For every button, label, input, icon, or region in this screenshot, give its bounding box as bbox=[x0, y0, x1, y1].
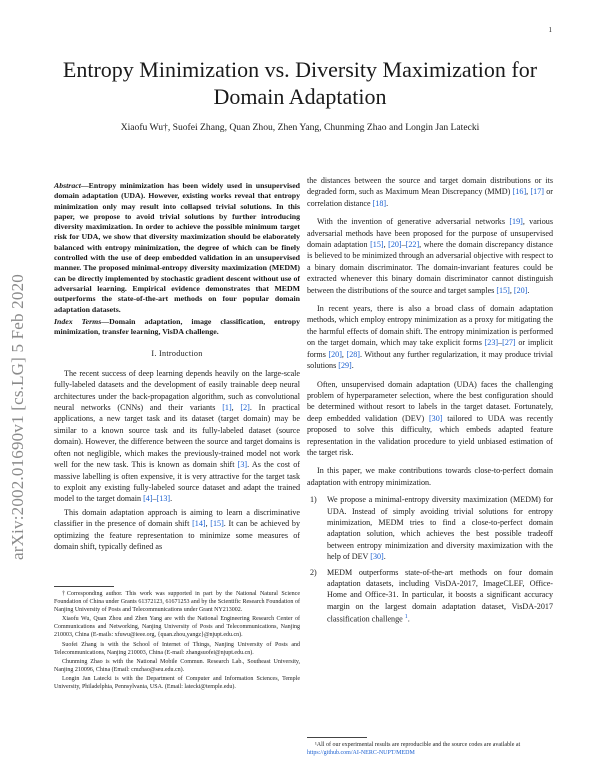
footnote-affiliation: Chunming Zhao is with the National Mobile Commun. Research Lab., Southeast University, Nanjing 210096, China (Email: cmzhao@seu.edu.cn). bbox=[54, 658, 300, 673]
citation[interactable]: [30] bbox=[428, 413, 443, 423]
citation[interactable]: [19] bbox=[509, 217, 523, 227]
citation[interactable]: [17] bbox=[530, 187, 544, 197]
intro-paragraph-2: This domain adaptation approach is aiming to learn a discriminative classifier in the presence of domain shift [14], [15]. It can be achieved by optimizing the feature representation to minimize some measures of domain shift, typically defined as bbox=[54, 507, 301, 551]
source-code-link[interactable]: https://github.com/AI-NERC-NUPT/MEDM bbox=[307, 750, 415, 757]
footnote-rule bbox=[54, 586, 114, 587]
footnote-affiliation: Longin Jan Latecki is with the Department of Computer and Information Sciences, Temple University, Philadelphia, Pennsylvania, USA. (Email: latecki@temple.edu). bbox=[54, 675, 300, 691]
footnotes-left bbox=[54, 590, 300, 692]
citation[interactable]: [20] bbox=[328, 349, 342, 359]
citation[interactable]: [20] bbox=[388, 240, 402, 250]
intro-paragraph-1: The recent success of deep learning depends heavily on the large-scale fully-labeled datasets and the development of easily trainable deep neural architectures under the back-propagation algorithm, such as convolutional neural networks (CNNs) and their variants [1], [2]. In practical applications, a new target task and its dataset (target domain) may be similar to a known source task and its fully-labeled dataset (source domain). However, the difference between the source and target domains is often not negligible, which makes the previously-trained model not work well for the new task. This is known as domain shift [3]. As the cost of massive labelling is often expensive, it is very attractive for the target task to exploit any existing fully-labeled source dataset and adapt the trained model to the target domain [4]–[13]. bbox=[54, 368, 300, 504]
citation[interactable]: [14] bbox=[192, 519, 206, 529]
citation[interactable]: [30] bbox=[370, 552, 384, 562]
contribution-list bbox=[307, 494, 553, 625]
footnote-source-code: ¹All of our experimental results are reproducible and the source codes are available at https://github.com/AI-NERC-NUPT/MEDM bbox=[307, 742, 521, 757]
citation[interactable]: [15] bbox=[210, 519, 224, 529]
section-heading-introduction: I. Introduction bbox=[151, 349, 203, 359]
contribution-item: 2) MEDM outperforms state-of-the-art methods on four domain adaptation datasets, including VisDA-2017, ImageCLEF, Office-Home and Office-31. In particular, it boosts a significant accuracy margin on the largest domain adaptation dataset, VisDA-2017 classification challenge $^1$. bbox=[310, 567, 553, 624]
paper-title: Entropy Minimization vs. Diversity Maximization for Domain Adaptation bbox=[62, 57, 538, 109]
contribution-number: 1) bbox=[310, 495, 317, 505]
contribution-item: 1) We propose a minimal-entropy diversity maximization (MEDM) for UDA. Instead of simply avoiding trivial solutions for entropy minimization, MEDM tries to find a close-to-perfect domain adaptation solution, which achieves the best possible tradeoff between entropy minimization and diversity maximization with the help of DEV [30]. bbox=[310, 495, 553, 562]
citation[interactable]: [28] bbox=[346, 349, 360, 359]
right-column bbox=[307, 175, 553, 629]
footnote-corresponding: †Corresponding author. This work was supported in part by the National Natural Science Foundation of China under Grants 61372123, 61671253 and by the Scientific Research Foundation of Nanjing University of Posts and Telecommunications under Grant NY213002. bbox=[54, 591, 300, 614]
citation[interactable]: [1] bbox=[222, 403, 232, 413]
citation[interactable]: [18] bbox=[372, 198, 387, 208]
author-list: Xiaofu Wu†, Suofei Zhang, Quan Zhou, Zhen Yang, Chunming Zhao and Longin Jan Latecki bbox=[120, 122, 480, 133]
citation[interactable]: [4] bbox=[143, 494, 153, 504]
citation[interactable]: [2] bbox=[240, 403, 250, 413]
citation[interactable]: [23] bbox=[484, 338, 499, 348]
page-number: 1 bbox=[548, 26, 552, 34]
left-column bbox=[54, 181, 300, 554]
arxiv-identifier: arXiv:2002.01690v1 [cs.LG] 5 Feb 2020 bbox=[8, 274, 27, 560]
abstract bbox=[54, 181, 300, 315]
citation[interactable]: [15] bbox=[370, 240, 384, 250]
footnote-affiliation: Suofei Zhang is with the School of Internet of Things, Nanjing University of Posts and Telecommunications, Nanjing 210003, China (E-mail: zhangsuofei@njupt.edu.cn). bbox=[54, 641, 300, 656]
citation[interactable]: [20] bbox=[513, 285, 528, 295]
abstract-lead: Abstract bbox=[54, 181, 81, 190]
contribution-number: 2) bbox=[310, 567, 317, 577]
citation[interactable]: [15] bbox=[496, 285, 510, 295]
citation[interactable]: [3] bbox=[237, 460, 248, 470]
citation[interactable]: [22] bbox=[405, 240, 420, 250]
citation[interactable]: [29] bbox=[338, 361, 352, 371]
citation[interactable]: [27] bbox=[502, 338, 516, 348]
intro-paragraph-6: Often, unsupervised domain adaptation (UDA) faces the challenging problem of hyperparameter selection, where the best configuration should be determined without resort to labels in the target dataset. Fortunately, deep embedded validation (DEV) [30] tailored to UDA was recently proposed to solve this difficulty, which embeds adapted feature representation in the validation procedure to yield unbiased estimation of the target risk. bbox=[307, 379, 553, 457]
intro-paragraph-5: In recent years, there is also a broad class of domain adaptation methods, which employ entropy minimization as a proxy for mitigating the the harmful effects of domain shift. The entropy minimization is performed on the target domain, which may take explicit forms [23]–[27] or implicit forms [20], [28]. Without any further regularization, it may produce trivial solutions [29]. bbox=[307, 304, 554, 371]
abstract-text: —Entropy minimization has been widely used in unsupervised domain adaptation (UDA). However, existing works reveal that entropy minimization only may result into collapsed trivial solutions. In this paper, we propose to avoid trivial solutions by further introducing diversity maximization. In order to achieve the possible minimum target risk for UDA, we show that diversity maximization should be elaborately balanced with entropy minimization, the degree of which can be finely controlled with the use of deep embedded validation in an unsupervised manner. The proposed minimal-entropy diversity maximization (MEDM) can be directly implemented by stochastic gradient descent without use of adversarial learning. Empirical evidence demonstrates that MEDM outperforms the state-of-the-art methods on four popular domain adaptation datasets. bbox=[54, 181, 300, 314]
footnote-rule bbox=[307, 737, 367, 738]
index-terms-lead: Index Terms bbox=[54, 316, 102, 326]
intro-paragraph-7: In this paper, we make contributions towards close-to-perfect domain adaptation with entropy minimization. bbox=[307, 466, 553, 487]
citation[interactable]: [16] bbox=[512, 187, 527, 197]
citation[interactable]: [13] bbox=[156, 494, 171, 504]
intro-paragraph-4: With the invention of generative adversarial networks [19], various adversarial methods have been proposed for the purpose of unsupervised domain adaptation [15], [20]–[22], where the domain discrepancy distance is believed to be minimized through an adversarial objective with respect to a binary domain discriminator. The domain-invariant features could be extracted whenever this binary domain discriminator cannot distinguish between the distributions of the source and target samples [15], [20]. bbox=[307, 217, 554, 295]
footnote-affiliation: Xiaofu Wu, Quan Zhou and Zhen Yang are with the National Engineering Research Center of Communications and Networking, Nanjing University of Posts and Telecommunications, Nanjing 210003, China (E-mails: xfuwu@ieee.org, {quan.zhou,yangz}@njupt.edu.cn). bbox=[54, 616, 300, 639]
intro-paragraph-3: the distances between the source and target domain distributions or its degraded form, such as Maximum Mean Discrepancy (MMD) [16], [17] or correlation distance [18]. bbox=[307, 176, 553, 208]
footnote-marker[interactable]: 1 bbox=[404, 614, 408, 621]
index-terms bbox=[54, 317, 300, 338]
index-terms-text: —Domain adaptation, image classification, entropy minimization, transfer learning, VisDA challenge. bbox=[54, 316, 301, 337]
